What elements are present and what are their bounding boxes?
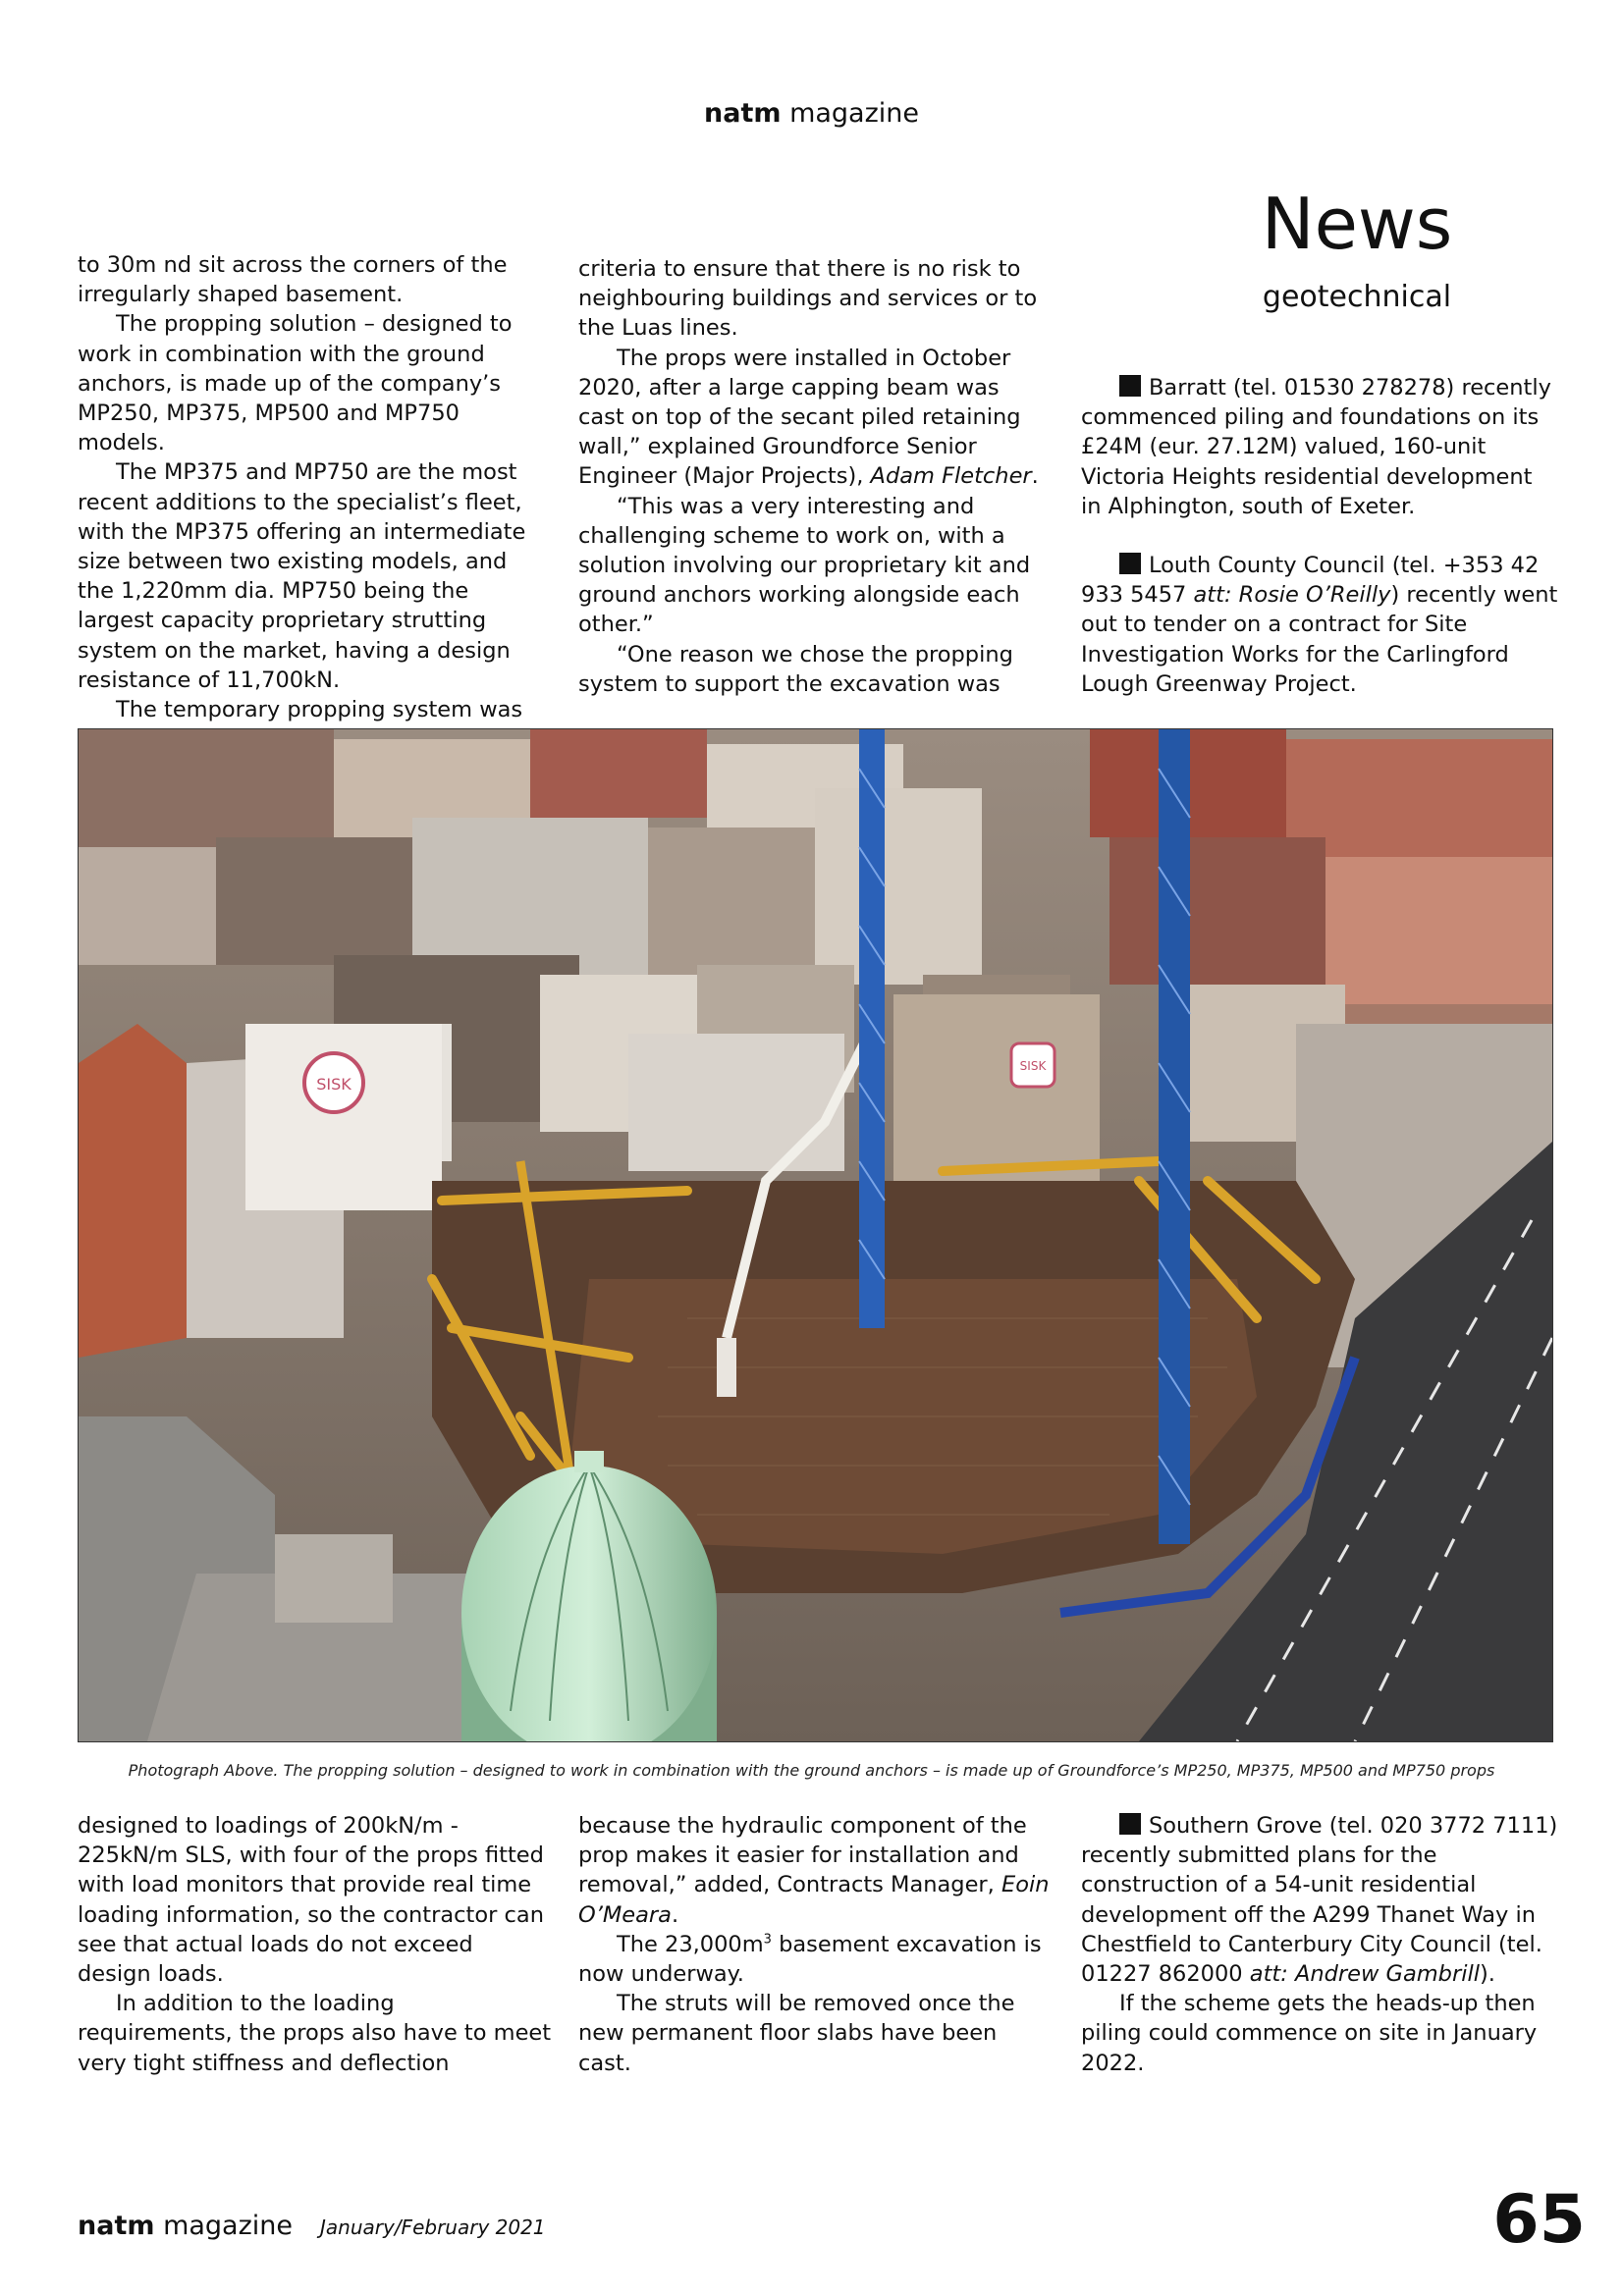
footer-brand-rest: magazine [154,2211,293,2241]
news-item-text: ). [1479,1961,1495,1988]
paragraph [578,344,1050,492]
square-bullet-icon [1119,1813,1141,1835]
news-item-text: Louth County Council (tel. +353 42 933 5457 [1081,553,1540,609]
paragraph: to 30m nd sit across the corners of the irregularly shaped basement. [78,252,508,308]
construction-site-photo [78,728,1553,1742]
person-name: Adam Fletcher [870,463,1032,490]
header-brand-rest: magazine [781,98,919,129]
column-2-bottom [578,1811,1050,2078]
square-bullet-icon [1119,375,1141,397]
paragraph-text: because the hydraulic component of the prop makes it easier for installation and removal,” added, Contracts Manager, [578,1813,1027,1898]
news-item [1081,1811,1558,1989]
column-3-bottom [1081,1811,1558,2078]
brick-building [79,1024,187,1358]
header-brand-bold: natm [704,98,782,129]
contact-attention: att: Rosie O’Reilly [1193,582,1391,609]
section-subtitle: geotechnical [1262,280,1452,314]
paragraph: designed to loadings of 200kN/m - 225kN/m SLS, with four of the props fitted with load monitors that provide real time loading information, so the contractor can see that actual loads do not exceed design loads. [78,1813,544,1988]
footer-brand-bold: natm [78,2211,155,2241]
paragraph: The MP375 and MP750 are the most recent additions to the specialist’s fleet, with the MP375 offering an intermediate size between two existing models, and the 1,220mm dia. MP750 being the largest capacity proprietary strutting system on the market, having a design resistance of 11,700kN. [78,459,526,693]
paragraph-text: basement excavation is now underway. [578,1931,1042,1988]
square-bullet-icon [1119,553,1141,574]
photo-caption: Photograph Above. The propping solution – designed to work in combination with the ground anchors – is made up of Groundforce’s MP250, MP375, MP500 and MP750 props [128,1761,1495,1780]
paragraph-text: The props were installed in October 2020, after a large capping beam was cast on top of the secant piled retaining wall,” explained Groundforce Senior Engineer (Major Projects), [578,345,1021,490]
running-header [0,98,1623,129]
hoarding-logo-text: SISK [316,1075,352,1094]
news-item [1081,551,1558,699]
column-1-top [78,250,543,724]
paragraph-end: . [1031,463,1039,490]
paragraph [578,1811,1050,1930]
paragraph: The struts will be removed once the new permanent floor slabs have been cast. [578,1991,1015,2076]
aerial-photo-illustration [79,729,1552,1741]
column-1-bottom [78,1811,553,2078]
column-3-top [1081,373,1558,699]
section-title: News [1261,183,1453,265]
news-item-text: ) recently went out to tender on a contract for Site Investigation Works for the Carlingford Lough Greenway Project. [1081,582,1558,697]
paragraph: The propping solution – designed to work in combination with the ground anchors, is made up of the company’s MP250, MP375, MP500 and MP750 models. [78,311,513,456]
news-item-text: Barratt (tel. 01530 278278) recently commenced piling and foundations on its £24M (eur. 27.12M) valued, 160-unit Victoria Heights residential development in Alphington, south of Exeter. [1081,375,1551,519]
column-2-top [578,254,1050,699]
news-item [1081,373,1558,521]
contact-attention: att: Andrew Gambrill [1249,1961,1480,1988]
tower-crane [859,729,885,1328]
page-number: 65 [1492,2181,1586,2259]
running-footer [78,2211,546,2241]
superscript: 3 [763,1932,772,1948]
paragraph-text: The 23,000m [617,1931,764,1957]
paragraph [578,1930,1050,1989]
tower-crane [1159,729,1190,1544]
person-name: Eoin O’Meara [578,1872,1050,1928]
paragraph: “One reason we chose the propping system to support the excavation was [578,641,1013,697]
issue-date: January/February 2021 [320,2216,546,2239]
hoarding-logo-text: SISK [1019,1059,1047,1073]
news-item-text: Southern Grove (tel. 020 3772 7111) recently submitted plans for the construction of a 54-unit residential development off the A299 Thanet Way in Chestfield to Canterbury City Council (tel. 01227 862000 [1081,1813,1558,1988]
paragraph-end: . [671,1901,679,1928]
paragraph: “This was a very interesting and challenging scheme to work on, with a solution involving our proprietary kit and ground anchors working alongside each other.” [578,493,1031,638]
paragraph: If the scheme gets the heads-up then piling could commence on site in January 2022. [1081,1991,1538,2076]
paragraph: The temporary propping system was [116,697,523,723]
paragraph: criteria to ensure that there is no risk to neighbouring buildings and services or to the Luas lines. [578,256,1038,342]
paragraph: In addition to the loading requirements, the props also have to meet very tight stiffness and deflection [78,1991,552,2076]
